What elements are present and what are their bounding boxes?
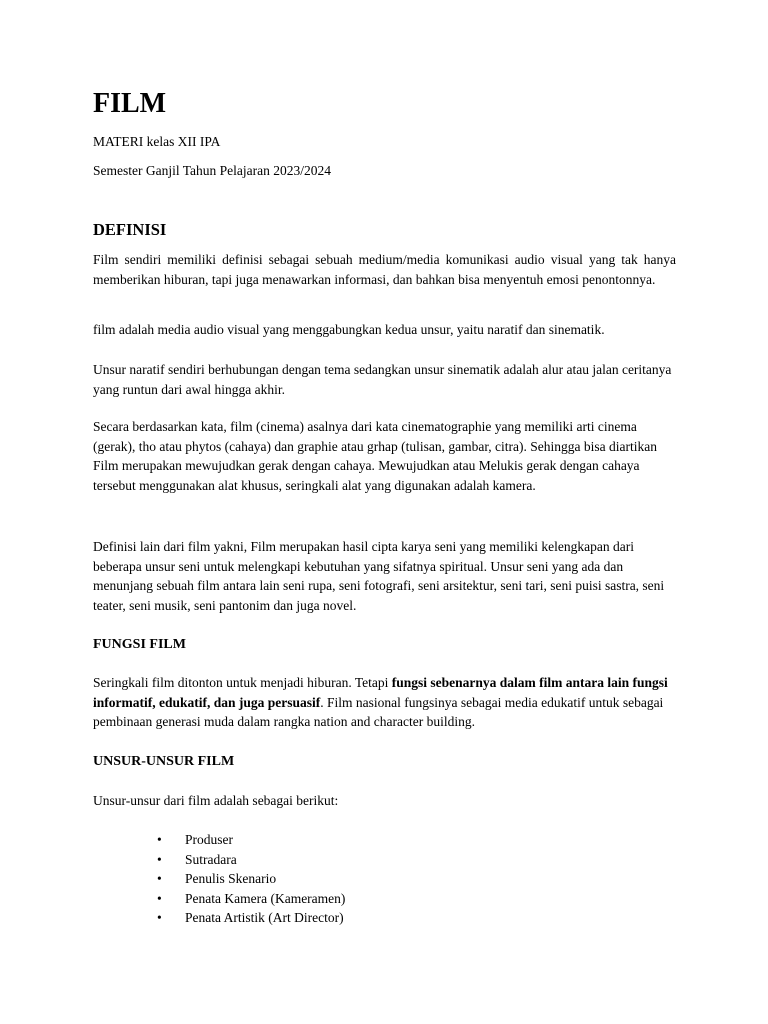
list-item-text: Penata Artistik (Art Director)	[185, 910, 344, 925]
fungsi-text-bold: fungsi sebenarnya dalam film antara lain fungsi informatif, edukatif, dan juga persuasif	[93, 675, 668, 710]
definisi-paragraph-2: film adalah media audio visual yang menggabungkan kedua unsur, yaitu naratif dan sinematik.	[93, 322, 605, 337]
fungsi-heading: FUNGSI FILM	[93, 637, 186, 652]
definisi-heading: DEFINISI	[93, 220, 167, 239]
fungsi-text-start: Seringkali film ditonton untuk menjadi hiburan. Tetapi	[93, 675, 392, 690]
list-item-text: Produser	[185, 832, 233, 847]
list-item-text: Penata Kamera (Kameramen)	[185, 890, 346, 906]
semester-subtitle: Semester Ganjil Tahun Pelajaran 2023/2024	[93, 163, 332, 178]
document-title: FILM	[93, 88, 167, 119]
fungsi-text-end: . Film nasional fungsinya sebagai media edukatif untuk sebagai pembinaan generasi muda dalam rangka nation and character building.	[93, 694, 664, 729]
bullet-icon: •	[157, 910, 162, 925]
list-item	[93, 850, 345, 870]
definisi-paragraph-5: Definisi lain dari film yakni, Film merupakan hasil cipta karya seni yang memiliki kelengkapan dari beberapa unsur seni untuk melengkapi kebutuhan yang sifatnya spiritual. Unsur seni yang ada dan menunjang sebuah film antara lain seni rupa, seni fotografi, seni arsitektur, seni tari, seni puisi sastra, seni teater, seni musik, seni pantonim dan juga novel.	[93, 539, 665, 613]
class-subtitle: MATERI kelas XII IPA	[93, 134, 221, 149]
bullet-icon: •	[157, 871, 162, 886]
bullet-icon: •	[157, 890, 162, 906]
fungsi-paragraph	[93, 673, 676, 732]
definisi-paragraph-4: Secara berdasarkan kata, film (cinema) asalnya dari kata cinematographie yang memiliki arti cinema (gerak), tho atau phytos (cahaya) dan graphie atau grhap (tulisan, gambar, citra). Sehingga bisa diartikan Film merupakan mewujudkan gerak dengan cahaya. Mewujudkan atau Melukis gerak dengan cahaya tersebut menggunakan alat khusus, seringkali alat yang digunakan adalah kamera.	[93, 419, 657, 493]
bullet-icon: •	[157, 851, 162, 867]
list-item-text: Sutradara	[185, 851, 237, 867]
list-item	[93, 869, 345, 889]
unsur-intro: Unsur-unsur dari film adalah sebagai berikut:	[93, 793, 339, 808]
definisi-paragraph-3: Unsur naratif sendiri berhubungan dengan tema sedangkan unsur sinematik adalah alur atau jalan ceritanya yang runtun dari awal hingga akhir.	[93, 362, 672, 397]
list-item-text: Penulis Skenario	[185, 871, 277, 886]
definisi-paragraph-1: Film sendiri memiliki definisi sebagai sebuah medium/media komunikasi audio visual yang tak hanya memberikan hiburan, tapi juga menawarkan informasi, dan bahkan bisa menyentuh emosi penontonnya.	[93, 252, 676, 287]
unsur-heading: UNSUR-UNSUR FILM	[93, 754, 235, 769]
unsur-list	[93, 830, 345, 928]
bullet-icon: •	[157, 832, 162, 847]
list-item	[93, 908, 345, 928]
list-item	[93, 889, 345, 909]
list-item	[93, 830, 345, 850]
